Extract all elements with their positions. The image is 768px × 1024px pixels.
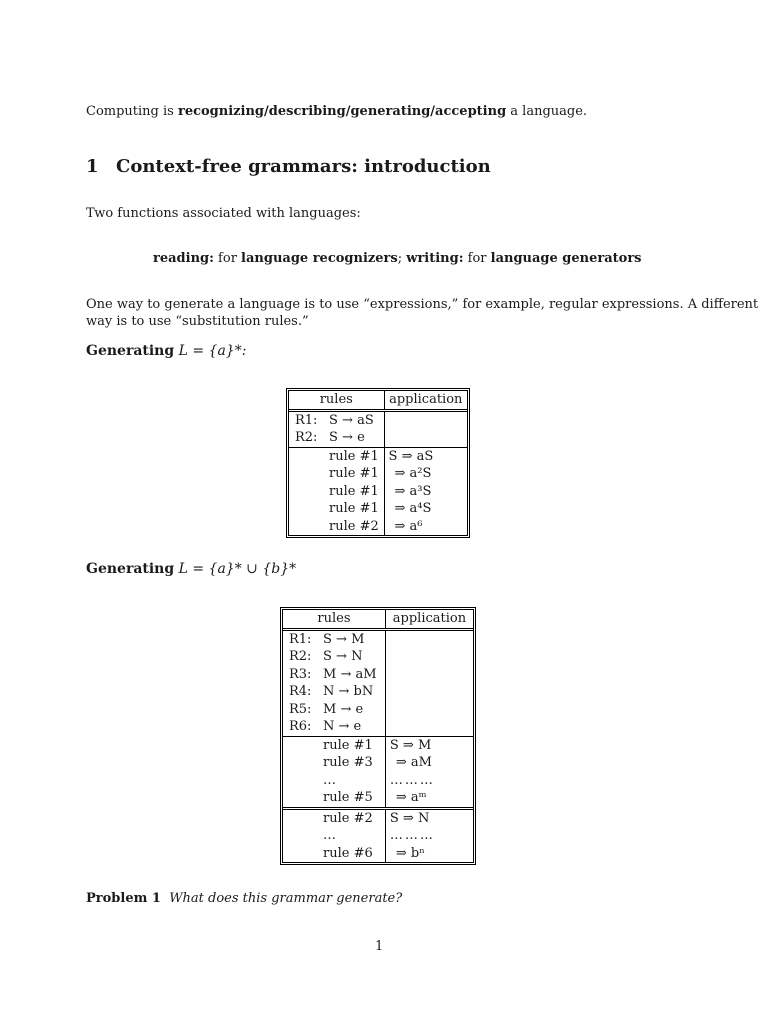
paragraph-line-2: way is to use “substitution rules.” [86,314,309,329]
table-row-id: R2: [289,649,312,664]
section-number: 1 [86,156,99,177]
table-row-application: ⇒ a²S [384,465,467,483]
recognizers-label: language recognizers [241,251,398,266]
table-row-applied-rule: rule #1 [329,501,379,516]
section-title: Context-free grammars: introduction [116,156,491,177]
table-row-id: R4: [289,684,312,699]
table-row-id: R1: [289,410,325,429]
table-row-application: ⇒ a³S [384,483,467,501]
table-row-id: R2: [295,430,318,445]
table-row-rule: S → e [329,430,365,445]
for-text-2: for [463,251,491,266]
generating-label-1: Generating [86,343,175,359]
problem-label: Problem 1 [86,891,161,906]
table-row-application: ⇒ aᵐ [385,789,473,808]
intro-line [86,104,587,120]
page-number: 1 [375,939,384,954]
rules-table-2 [280,607,476,865]
table-row-applied-rule: rule #1 [319,736,385,754]
table-row-rule: N → bN [323,684,374,699]
table-row-application: ⇒ a⁶ [384,518,467,536]
table-row-applied-rule: rule #6 [323,845,373,861]
table-row-application: ……… [385,827,473,845]
writing-label: writing: [406,251,464,266]
for-text-1: for [213,251,242,266]
table2-header-rules: rules [317,611,351,626]
problem-text: What does this grammar generate? [169,891,403,906]
intro-prefix: Computing is [86,104,178,119]
table-row-application: ……… [385,772,473,790]
reading-label: reading: [153,251,214,266]
generating-label-2: Generating [86,561,175,577]
table2-header-application: application [385,610,473,629]
generators-label: language generators [490,251,642,266]
table-row-id: R6: [289,719,312,734]
two-functions-text: Two functions associated with languages: [86,206,361,221]
intro-bold: recognizing/describing/generating/accepting [177,104,507,119]
table-row-rule: S → M [319,629,385,648]
problem-line [86,891,402,907]
table-row-application: S ⇒ aS [384,447,467,465]
table-row-application: ⇒ a⁴S [384,500,467,518]
table-row-id: R3: [289,666,312,682]
table-row-applied-rule: … [323,828,336,843]
table-row-application: S ⇒ N [385,808,473,827]
table-row-applied-rule: rule #5 [323,790,373,805]
section-heading [86,156,491,177]
table-row-rule: S → aS [325,410,384,429]
intro-suffix: a language. [506,104,588,119]
table-row-rule: N → e [323,719,362,734]
rules-table-1 [286,388,470,538]
generating-formula-2: L = {a}* ∪ {b}* [178,561,297,577]
table-row-application: ⇒ bⁿ [385,845,473,863]
generating-heading-2 [86,561,296,577]
generating-heading-1 [86,343,246,359]
table1-header-rules: rules [319,392,353,407]
table-row-id: R5: [289,701,312,717]
table-row-id: R1: [283,629,319,648]
table-row-rule: S → N [323,649,363,664]
paragraph-line-1: One way to generate a language is to use “expressions,” for example, regular expressions. A different [86,297,759,312]
table-row-applied-rule: rule #1 [325,447,384,465]
table-row-applied-rule: rule #2 [329,518,379,534]
table-row-application: S ⇒ M [385,736,473,754]
table-row-rule: M → e [323,701,364,717]
table-row-applied-rule: rule #2 [319,808,385,827]
table-row-rule: M → aM [323,666,377,682]
generating-formula-1: L = {a}*: [178,343,247,359]
table-row-applied-rule: rule #1 [329,483,379,499]
semicolon: ; [397,251,407,266]
table-row-application: ⇒ aM [385,754,473,772]
table-row-applied-rule: rule #3 [323,755,373,770]
table-row-applied-rule: rule #1 [329,466,379,481]
functions-line [153,251,642,267]
table1-header-application: application [384,391,467,410]
table-row-applied-rule: … [323,772,336,788]
